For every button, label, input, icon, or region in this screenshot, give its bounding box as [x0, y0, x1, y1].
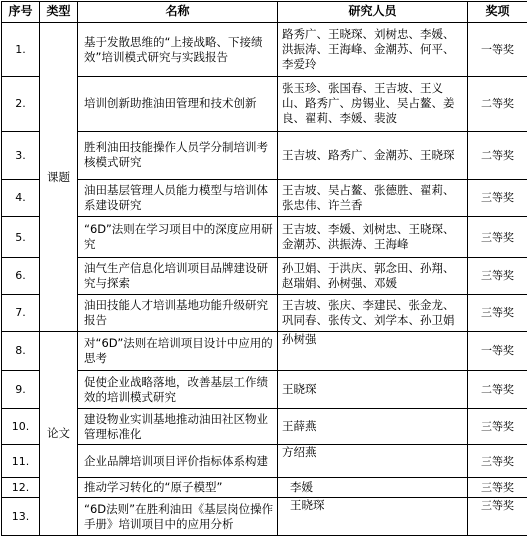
- header-researchers: 研究人员: [278, 2, 468, 23]
- project-name: 建设物业实训基地推动油田社区物业管理标准化: [78, 409, 278, 445]
- project-name: 培训创新助推油田管理和技术创新: [78, 77, 278, 131]
- award-cell: 二等奖: [468, 370, 527, 409]
- project-name: 油气生产信息化培训项目品牌建设研究与探索: [78, 257, 278, 294]
- researchers-cell: 孙卫娟、于洪庆、郭念田、孙翔、赵瑞娟、孙树强、邓媛: [278, 257, 468, 294]
- project-name: 对“6D”法则在培训项目设计中应用的思考: [78, 332, 278, 371]
- header-no: 序号: [2, 2, 40, 23]
- row-number: 6.: [2, 257, 40, 294]
- researchers-cell: 王薛燕: [278, 409, 468, 445]
- researchers-cell: 方绍燕: [278, 444, 468, 477]
- researchers-cell: 王吉坡、吴占鳌、张德胜、翟莉、张忠伟、许兰香: [278, 179, 468, 217]
- researchers-cell: 王吉坡、路秀广、金潮苏、王晓琛: [278, 131, 468, 179]
- researchers-cell: 李媛: [278, 478, 468, 498]
- award-cell: 三等奖: [468, 294, 527, 332]
- table-row: [2, 294, 527, 332]
- row-number: 7.: [2, 294, 40, 332]
- project-name: “6D”法则在学习项目中的深度应用研究: [78, 217, 278, 258]
- table-row: [2, 370, 527, 409]
- researchers-cell: 张玉珍、张国春、王吉坡、王义山、路秀广、房锡业、吴占鳌、姜良、翟莉、李媛、裴波: [278, 77, 468, 131]
- award-cell: 二等奖: [468, 77, 527, 131]
- row-number: 1.: [2, 22, 40, 76]
- researchers-cell: 王晓琛: [278, 498, 468, 536]
- table-row: [2, 444, 527, 477]
- project-name: 胜利油田技能操作人员学分制培训考核模式研究: [78, 131, 278, 179]
- table-row: [2, 22, 527, 76]
- row-number: 11.: [2, 444, 40, 477]
- project-name: 油田技能人才培训基地功能升级研究报告: [78, 294, 278, 332]
- researchers-cell: 王晓琛: [278, 370, 468, 409]
- table-row: [2, 179, 527, 217]
- row-number: 3.: [2, 131, 40, 179]
- award-cell: 三等奖: [468, 444, 527, 477]
- project-name: “6D法则”在胜利油田《基层岗位操作手册》培训项目中的应用分析: [78, 498, 278, 536]
- researchers-cell: 孙树强: [278, 332, 468, 371]
- researchers-cell: 王吉坡、张庆、李建民、张金龙、巩同春、张传文、刘学本、孙卫娟: [278, 294, 468, 332]
- table-row: [2, 478, 527, 498]
- type-cell-topics: 课题: [40, 22, 78, 331]
- row-number: 4.: [2, 179, 40, 217]
- award-cell: 三等奖: [468, 257, 527, 294]
- header-award: 奖项: [468, 2, 527, 23]
- row-number: 5.: [2, 217, 40, 258]
- researchers-cell: 王吉坡、李媛、刘树忠、王晓琛、金潮苏、洪振涛、王海峰: [278, 217, 468, 258]
- researchers-cell: 路秀广、王晓琛、刘树忠、李媛、洪振涛、王海峰、金潮苏、何平、李爱玲: [278, 22, 468, 76]
- table-row: [2, 217, 527, 258]
- row-number: 2.: [2, 77, 40, 131]
- project-name: 促使企业战略落地，改善基层工作绩效的培训模式研究: [78, 370, 278, 409]
- row-number: 12.: [2, 478, 40, 498]
- award-cell: 三等奖: [468, 409, 527, 445]
- project-name: 企业品牌培训项目评价指标体系构建: [78, 444, 278, 477]
- row-number: 10.: [2, 409, 40, 445]
- row-number: 13.: [2, 498, 40, 536]
- table-header-row: [2, 2, 527, 23]
- awards-table: [1, 1, 527, 536]
- row-number: 8.: [2, 332, 40, 371]
- table-row: [2, 409, 527, 445]
- table-row: [2, 257, 527, 294]
- award-cell: 三等奖: [468, 179, 527, 217]
- award-cell: 一等奖: [468, 332, 527, 371]
- project-name: 油田基层管理人员能力模型与培训体系建设研究: [78, 179, 278, 217]
- table-row: [2, 498, 527, 536]
- type-cell-papers: 论文: [40, 332, 78, 536]
- table-row: [2, 131, 527, 179]
- table-row: [2, 332, 527, 371]
- award-cell: 一等奖: [468, 22, 527, 76]
- header-type: 类型: [40, 2, 78, 23]
- award-cell: 三等奖: [468, 217, 527, 258]
- row-number: 9.: [2, 370, 40, 409]
- header-name: 名称: [78, 2, 278, 23]
- award-cell: 三等奖: [468, 478, 527, 498]
- project-name: 基于发散思维的“上接战略、下接绩效”培训模式研究与实践报告: [78, 22, 278, 76]
- award-cell: 二等奖: [468, 131, 527, 179]
- project-name: 推动学习转化的“原子模型”: [78, 478, 278, 498]
- table-row: [2, 77, 527, 131]
- award-cell: 三等奖: [468, 498, 527, 536]
